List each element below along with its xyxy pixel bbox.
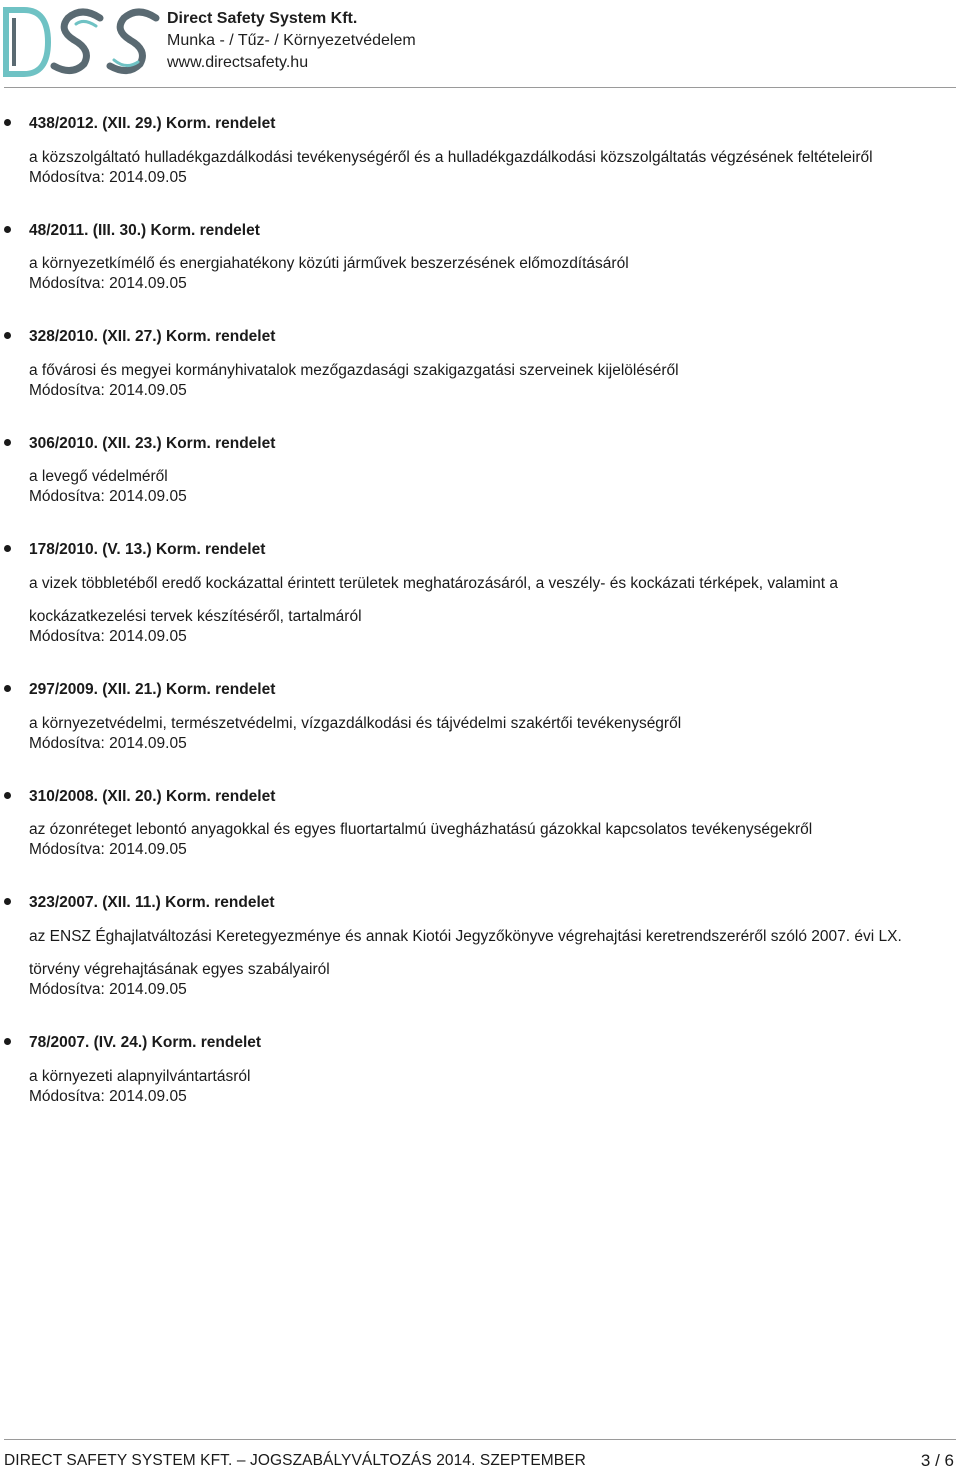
modified-date: Módosítva: 2014.09.05 — [29, 381, 187, 399]
footer-divider — [4, 1439, 956, 1440]
list-item — [0, 680, 960, 754]
regulation-description: a levegő védelméről — [29, 468, 168, 485]
header-divider — [4, 87, 956, 88]
bullet-icon — [4, 332, 11, 339]
list-item — [0, 1033, 960, 1107]
modified-date: Módosítva: 2014.09.05 — [29, 168, 187, 186]
modified-date: Módosítva: 2014.09.05 — [29, 628, 187, 645]
page-footer — [4, 1449, 954, 1473]
page-header — [0, 0, 960, 88]
regulation-list — [0, 114, 960, 1140]
list-item — [0, 893, 960, 1000]
regulation-description: a környezeti alapnyilvántartásról — [29, 1067, 251, 1085]
modified-date: Módosítva: 2014.09.05 — [29, 275, 187, 292]
bullet-icon — [4, 119, 11, 126]
regulation-description: a fővárosi és megyei kormányhivatalok mezőgazdasági szakigazgatási szerveinek kijelöléséről — [29, 361, 679, 379]
bullet-icon — [4, 439, 11, 446]
regulation-title: 323/2007. (XII. 11.) Korm. rendelet — [29, 894, 275, 911]
regulation-title: 310/2008. (XII. 20.) Korm. rendelet — [29, 787, 276, 805]
bullet-icon — [4, 226, 11, 233]
modified-date: Módosítva: 2014.09.05 — [29, 734, 187, 752]
regulation-description: az ózonréteget lebontó anyagokkal és egyes fluortartalmú üvegházhatású gázokkal kapcsolatos tevékenységekről — [29, 821, 813, 838]
regulation-description: a környezetvédelmi, természetvédelmi, vízgazdálkodási és tájvédelmi szakértői tevékenységről — [29, 714, 682, 732]
regulation-title: 78/2007. (IV. 24.) Korm. rendelet — [29, 1034, 262, 1051]
bullet-icon — [4, 898, 11, 905]
company-info — [167, 8, 416, 74]
regulation-description: a vizek többletéből eredő kockázattal érintett területek meghatározásáról, a veszély- és kockázati térképek, valamint a kockázatkezelési tervek készítéséről, tartalmáról — [29, 574, 838, 625]
list-item — [0, 114, 960, 188]
footer-title: DIRECT SAFETY SYSTEM KFT. – JOGSZABÁLYVÁLTOZÁS 2014. SZEPTEMBER — [4, 1452, 586, 1469]
regulation-title: 178/2010. (V. 13.) Korm. rendelet — [29, 541, 266, 558]
list-item — [0, 434, 960, 508]
regulation-description: a környezetkímélő és energiahatékony közúti járművek beszerzésének előmozdításáról — [29, 255, 629, 272]
company-tagline: Munka - / Tűz- / Környezetvédelem — [167, 32, 416, 49]
company-website[interactable]: www.directsafety.hu — [167, 54, 309, 71]
regulation-title: 438/2012. (XII. 29.) Korm. rendelet — [29, 115, 276, 132]
bullet-icon — [4, 792, 11, 799]
dss-logo — [2, 4, 162, 78]
bullet-icon — [4, 545, 11, 552]
list-item — [0, 787, 960, 861]
modified-date: Módosítva: 2014.09.05 — [29, 981, 187, 998]
company-name: Direct Safety System Kft. — [167, 10, 358, 27]
list-item — [0, 540, 960, 647]
regulation-description: az ENSZ Éghajlatváltozási Keretegyezménye és annak Kiotói Jegyzőkönyve végrehajtási keretrendszeréről szóló 2007. évi LX. törvény végrehajtásának egyes szabályairól — [29, 927, 902, 978]
modified-date: Módosítva: 2014.09.05 — [29, 841, 187, 858]
page-number: 3 / 6 — [920, 1451, 954, 1470]
regulation-title: 297/2009. (XII. 21.) Korm. rendelet — [29, 681, 276, 698]
list-item — [0, 221, 960, 295]
modified-date: Módosítva: 2014.09.05 — [29, 1087, 187, 1105]
regulation-description: a közszolgáltató hulladékgazdálkodási tevékenységéről és a hulladékgazdálkodási közszolgáltatás végzésének feltételeiről — [29, 148, 873, 166]
bullet-icon — [4, 685, 11, 692]
modified-date: Módosítva: 2014.09.05 — [29, 488, 187, 505]
list-item — [0, 327, 960, 401]
regulation-title: 306/2010. (XII. 23.) Korm. rendelet — [29, 434, 276, 452]
bullet-icon — [4, 1038, 11, 1045]
regulation-title: 48/2011. (III. 30.) Korm. rendelet — [29, 221, 260, 239]
regulation-title: 328/2010. (XII. 27.) Korm. rendelet — [29, 328, 276, 345]
